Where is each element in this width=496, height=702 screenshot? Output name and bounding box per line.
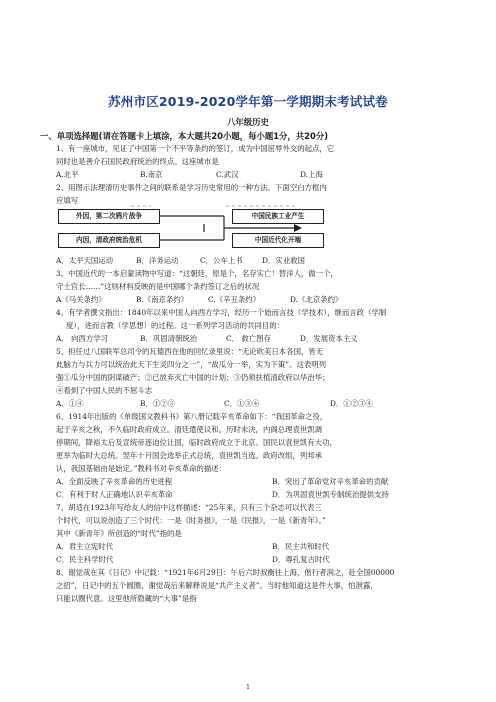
question-line: 5、担任过八国联军总司令的瓦德西在他的回忆录里说：“无论欧美日本各国，皆无 bbox=[56, 347, 324, 356]
question-line: 起于辛亥之秋，不久临时政府成立。清廷遣使议和。历时未决，内阁总理袁世凯调 bbox=[56, 425, 323, 434]
question-line: 6、1914年出版的《单级国文教科书》第八册记载辛亥革命如下：“我国革命之役， bbox=[56, 412, 328, 421]
page-number: 1 bbox=[246, 684, 250, 691]
question-line: 度），进而言教（学思想）的过程。这一系列学习活动的共同目的： bbox=[66, 321, 285, 330]
diagram-box-external-cause: 外因，第二次鸦片战争 bbox=[58, 209, 160, 224]
option-b: B．突出了革命党对辛亥革命的贡献 bbox=[272, 477, 389, 486]
option-a: A．君主立宪时代 bbox=[56, 542, 114, 551]
option-a: A《马关条约》 bbox=[56, 295, 106, 304]
question-line: ④看到了中国人民的不屈斗志 bbox=[56, 386, 153, 395]
exam-subtitle: 八年级历史 bbox=[227, 117, 269, 127]
question-line: 停期间，降裕太后及宣统帝逐迫位让国，临时政府成立于北京。国民以袁世凯有大功， bbox=[56, 438, 337, 447]
option-d: D．①②③④ bbox=[330, 399, 373, 408]
diagram-box-modernization-start: 中国近代化开端 bbox=[232, 233, 324, 248]
option-c: C．有利于时人正确地认识辛亥革命 bbox=[56, 490, 173, 499]
option-b: B.南京 bbox=[140, 170, 163, 179]
option-d: D．尊孔复古时代 bbox=[272, 555, 330, 564]
question-line: 此脑力与兵力可以统治此天下生灵四分之一”，“故瓜分一举，实为下策”。这表明列 bbox=[56, 360, 327, 369]
option-d: D.《北京条约》 bbox=[290, 295, 343, 304]
question-line: 只能以圈代意。这里他所隐藏的“大事”是指 bbox=[56, 594, 197, 603]
option-a: A．①④ bbox=[56, 399, 84, 408]
option-a: A．全面反映了辛亥革命的历史进程 bbox=[56, 477, 173, 486]
question-line: 守土官长……”这则材料反映的是中国哪个条约签订之后的状况 bbox=[56, 282, 260, 291]
question-line: 更举为临时大总统。翌年十月国会选举正式总统，袁世凯当选。政府改组，列邦承 bbox=[56, 451, 323, 460]
question-line: 7、胡适在1923年写给友人的信中这样描述：“25年来，只有三个杂志可以代表三 bbox=[56, 503, 322, 512]
question-line: 其中《新青年》所创造的“时代”指的是 bbox=[56, 529, 182, 538]
question-line: 8、谢觉哉在其《日记》中记载：“1921年6月29日：午后六时叔衡往上海，偕行者润之，赴全国00000 bbox=[56, 568, 395, 577]
option-c: C． 救亡图存 bbox=[226, 334, 271, 343]
option-b: B．巩固清朝统治 bbox=[140, 334, 198, 343]
option-b: B.《南京条约》 bbox=[136, 295, 189, 304]
question-line: 1、有一座城市，见证了中国第一个不平等条约的签订，成为中国屈辱外交的起点，它 bbox=[56, 144, 335, 153]
option-b: B．民主共和时代 bbox=[272, 542, 330, 551]
question-line: 之招”，日记中的五个圆圈，谢觉哉后来解释说是“共产主义者”。当时他知道这是件大事，怕泄露， bbox=[56, 581, 378, 590]
option-a: A． 向西方学习 bbox=[56, 334, 109, 343]
option-c: C．①③④ bbox=[224, 399, 260, 408]
question-line: 认，我国基础由是始定。”教科书对辛亥革命的描述： bbox=[56, 464, 227, 473]
option-a: A.北平 bbox=[56, 170, 79, 179]
diagram-box-internal-cause: 内因，清政府统治危机 bbox=[58, 233, 160, 248]
option-d: D．发展资本主义 bbox=[300, 334, 358, 343]
question-line: 3、中国近代的一本启蒙读物中写道：“这朝廷，原是个，名存实亡！替洋人，做一个， bbox=[56, 269, 338, 278]
option-d: D．为巩固袁世凯专制统治提供支持 bbox=[272, 490, 389, 499]
option-d: D.上海 bbox=[300, 170, 323, 179]
option-c: C．民主科学时代 bbox=[56, 555, 114, 564]
question-line: 应填写 bbox=[56, 196, 79, 205]
exam-title: 苏州市区2019-2020学年第一学期期末考试试卷 bbox=[108, 94, 388, 109]
question-line: 同时也是善介石国民政府统治的终点。这座城市是 bbox=[56, 157, 219, 166]
option-a: A．太平天国运动 bbox=[56, 256, 114, 265]
option-b: B．洋务运动 bbox=[136, 256, 179, 265]
question-line: 4、有学者撰文指出：1840年以来中国人向西方学习，经历一个始而言技（学技术），继而言政（学制 bbox=[56, 308, 387, 317]
option-c: C．公车上书 bbox=[200, 256, 243, 265]
diagram-box-national-industry: 中国民族工业产生 bbox=[232, 209, 324, 224]
question-line: 2、用图示法理清历史事件之间的联系是学习历史常用的一种方法。下面空白方框内 bbox=[56, 183, 327, 192]
option-c: C.武汉 bbox=[216, 170, 239, 179]
option-d: D．实业救国 bbox=[262, 256, 305, 265]
section-heading: 一、单项选择题(请在答题卡上填涂，本大题共20小题，每小题1分，共20分) bbox=[40, 131, 329, 141]
question-line: 强①瓜分中国的阴谋破产；②已放弃灭亡中国的计划；③仍须扶植清政府以华治华； bbox=[56, 373, 330, 382]
option-c: C.《辛丑条约》 bbox=[208, 295, 261, 304]
question-line: 个时代，可以说创造了三个时代：一是《时务报》，一是《民报》，一是《新青年》。” bbox=[56, 516, 326, 525]
option-b: B．①②③ bbox=[140, 399, 175, 408]
